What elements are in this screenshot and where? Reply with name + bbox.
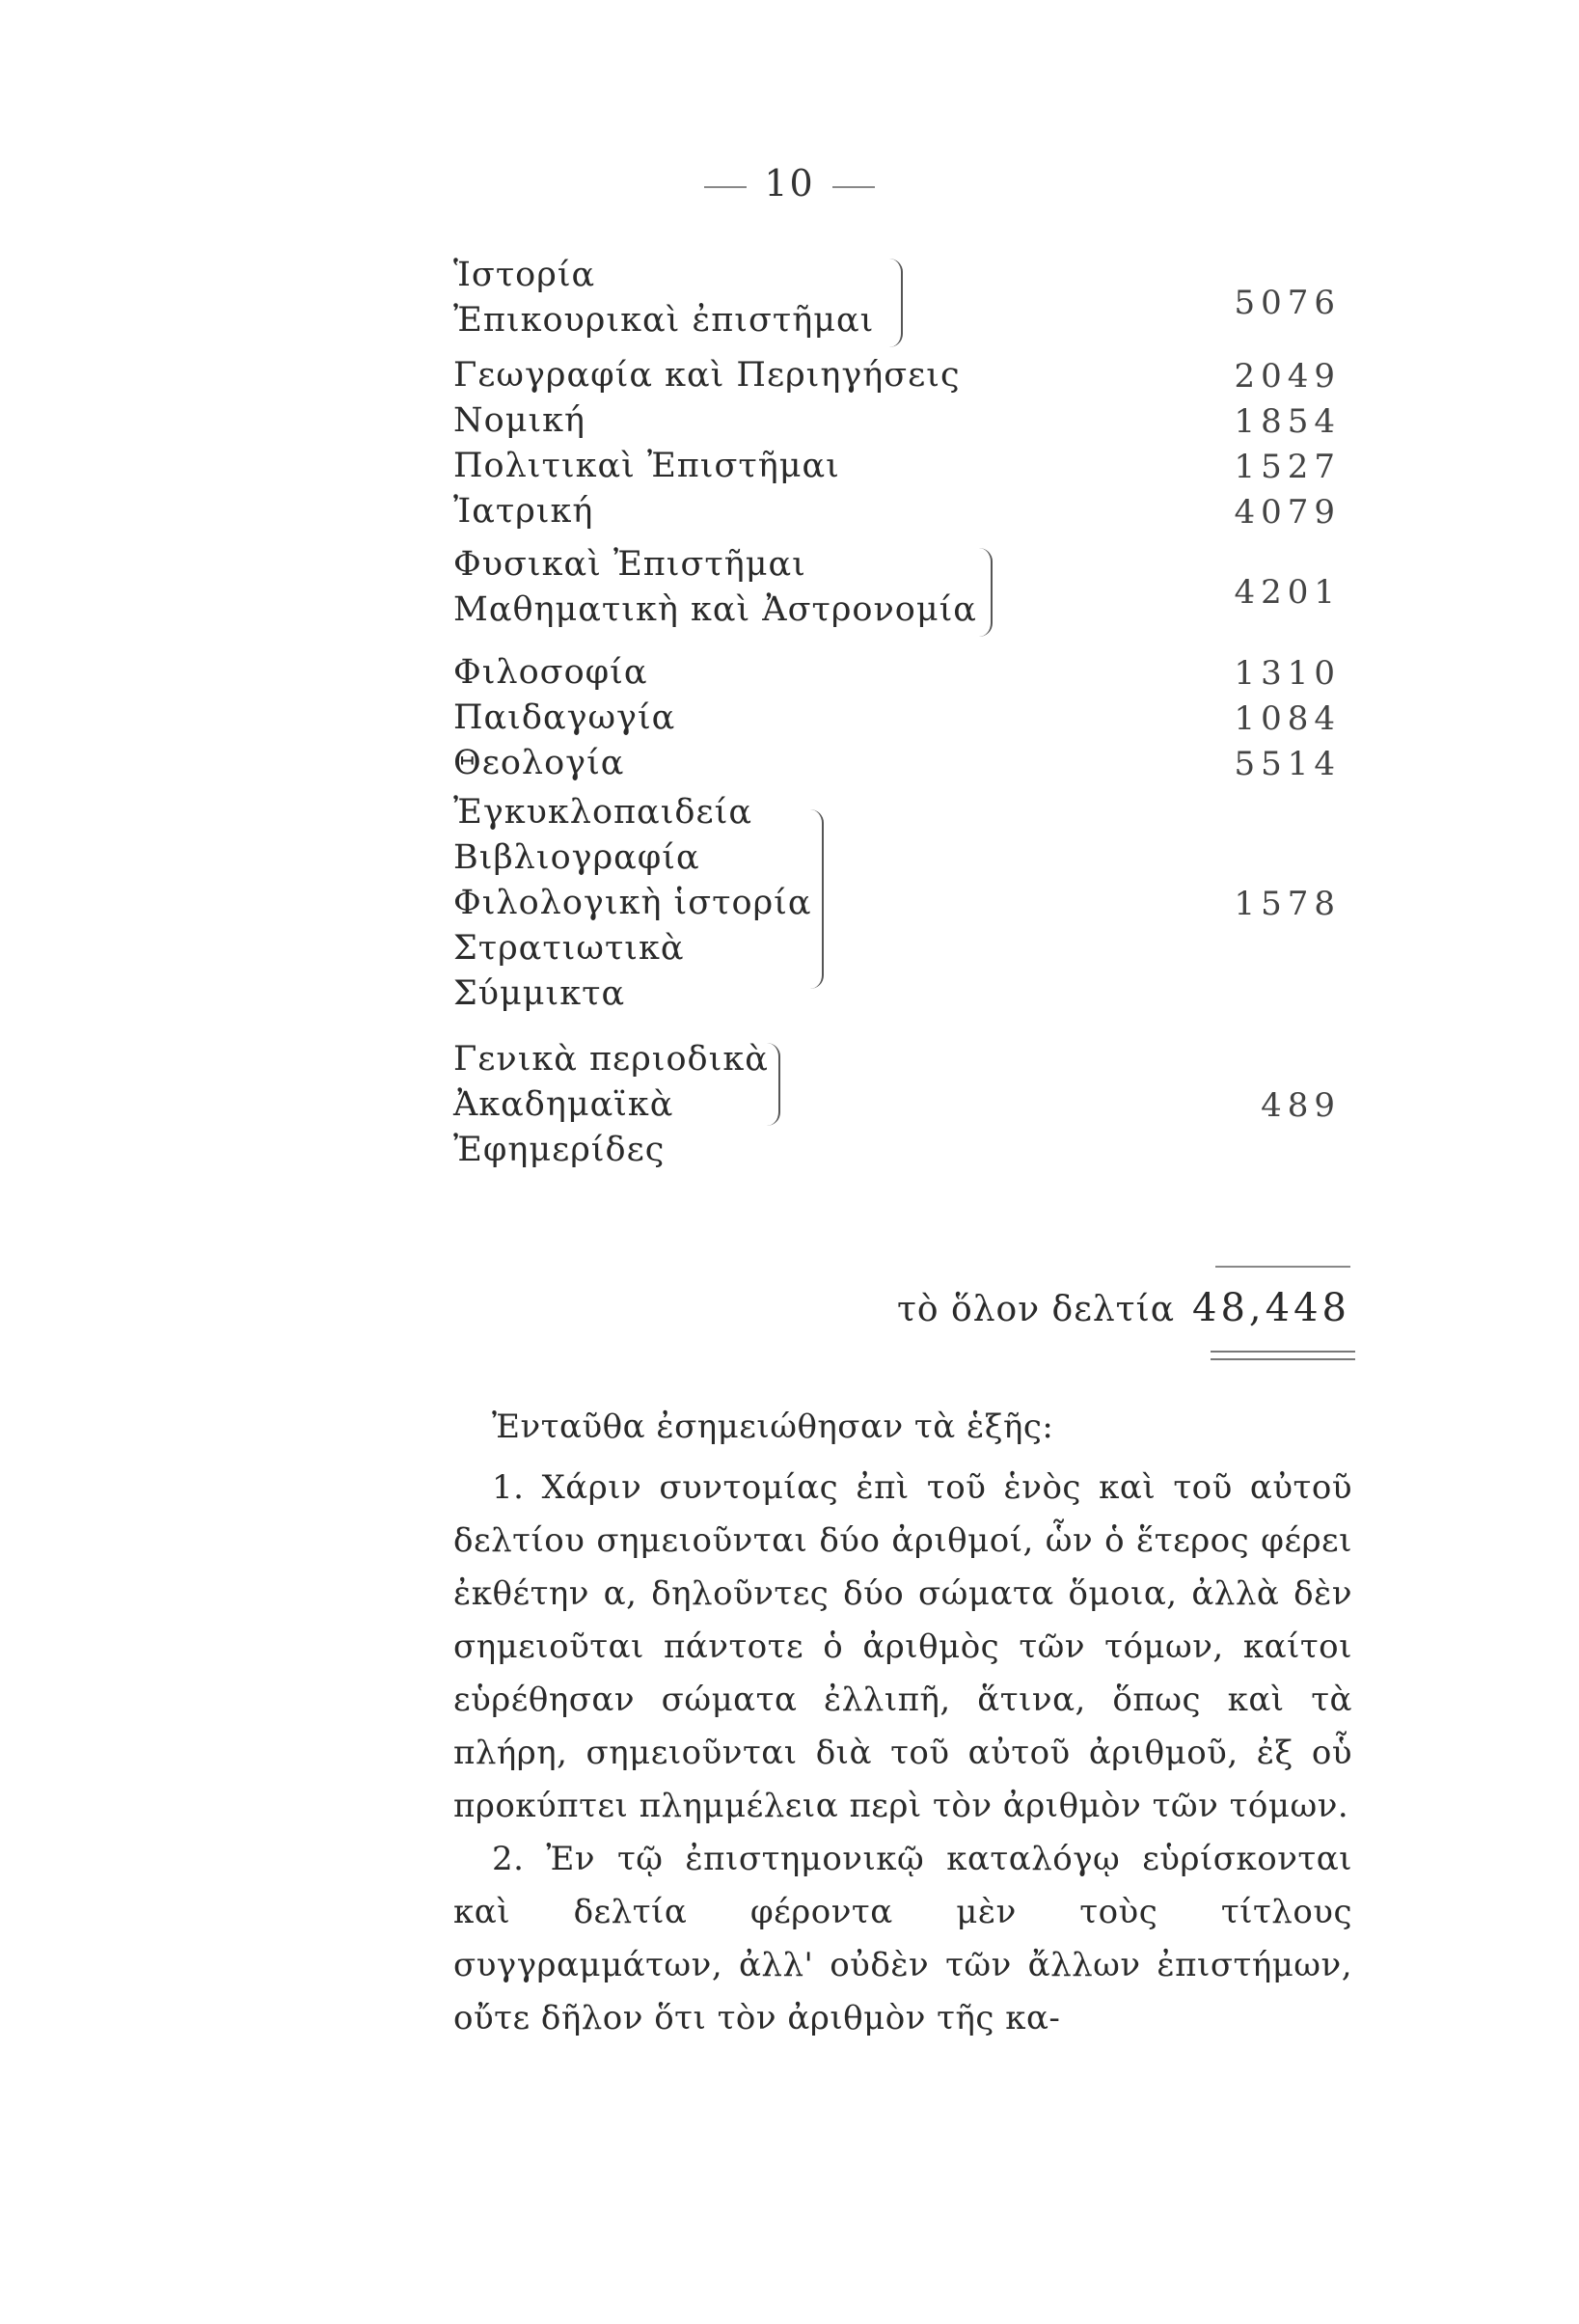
brace xyxy=(889,259,903,347)
page-number-dash-left xyxy=(704,186,747,188)
category-count: 5514 xyxy=(1234,744,1341,783)
category-label: Ἐγκυκλοπαιδεία xyxy=(453,793,752,832)
double-rule-top xyxy=(1211,1351,1355,1353)
category-label: Γεωγραφία καὶ Περιηγήσεις xyxy=(453,356,961,395)
category-label: Ἱστορία xyxy=(453,256,596,294)
paragraph: 1. Χάριν συντομίας ἐπὶ τοῦ ἑνὸς καὶ τοῦ αὐτοῦ δελτίου σημειοῦνται δύο ἀριθμοί, ὧν ὁ ἕτερος φέρει ἐκθέτην α, δηλοῦντες δύο σώματα ὅμοια, ἀλλὰ δὲν σημειοῦται πάντοτε ὁ ἀριθμὸς τῶν τόμων, καίτοι εὑρέθησαν σώματα ἐλλιπῆ, ἅτινα, ὅπως καὶ τὰ πλήρη, σημειοῦνται διὰ τοῦ αὐτοῦ ἀριθμοῦ, ἐξ οὗ προκύπτει πλημμέλεια περὶ τὸν ἀριθμὸν τῶν τόμων. xyxy=(453,1468,1352,1825)
brace xyxy=(810,809,824,989)
category-label: Παιδαγωγία xyxy=(453,698,676,737)
category-count: 1084 xyxy=(1234,698,1341,738)
category-count: 1578 xyxy=(1234,885,1341,923)
category-count: 1854 xyxy=(1234,401,1341,441)
category-label: Φιλολογικὴ ἱστορία xyxy=(453,884,812,922)
page-number: 10 xyxy=(0,162,1579,205)
total-label: τὸ ὅλον δελτία xyxy=(897,1290,1176,1329)
category-label: Νομική xyxy=(453,401,586,440)
category-group xyxy=(453,353,1370,398)
category-group xyxy=(453,741,1370,786)
category-group xyxy=(453,542,1370,643)
category-group xyxy=(453,398,1370,444)
category-label: Στρατιωτικὰ xyxy=(453,929,685,968)
category-label: Ἐφημερίδες xyxy=(453,1131,666,1169)
brace xyxy=(979,548,993,637)
category-count: 1527 xyxy=(1234,447,1341,486)
paragraph: 2. Ἐν τῷ ἐπιστημονικῷ καταλόγῳ εὑρίσκονται καὶ δελτία φέροντα μὲν τοὺς τίτλους συγγραμμάτων, ἀλλ' οὐδὲν τῶν ἄλλων ἐπιστήμων, οὔτε δῆλον ὅτι τὸν ἀριθμὸν τῆς κα- xyxy=(453,1840,1352,2037)
category-label: Μαθηματικὴ καὶ Ἀστρονομία xyxy=(453,590,977,629)
brace xyxy=(767,1043,780,1126)
category-group xyxy=(453,696,1370,741)
category-count: 1310 xyxy=(1234,653,1341,693)
category-label: Ἰατρική xyxy=(453,492,594,531)
category-label: Φυσικαὶ Ἐπιστῆμαι xyxy=(453,545,806,584)
category-label: Ἐπικουρικαὶ ἐπιστῆμαι xyxy=(453,301,875,340)
category-table xyxy=(453,253,1370,1174)
category-count: 2049 xyxy=(1234,356,1341,396)
category-label: Σύμμικτα xyxy=(453,974,626,1013)
category-count: 4079 xyxy=(1234,492,1341,532)
total-value: 48,448 xyxy=(1192,1286,1350,1330)
category-label: Φιλοσοφία xyxy=(453,653,648,692)
category-group xyxy=(453,790,1370,1018)
category-count: 4201 xyxy=(1234,573,1341,612)
category-label: Ἀκαδημαϊκὰ xyxy=(453,1085,674,1124)
category-group xyxy=(453,489,1370,534)
page-number-dash-right xyxy=(832,186,875,188)
category-label: Γενικὰ περιοδικὰ xyxy=(453,1040,769,1079)
category-label: Θεολογία xyxy=(453,744,625,782)
sum-rule xyxy=(1215,1266,1350,1268)
category-count: 5076 xyxy=(1234,284,1341,322)
category-count: 489 xyxy=(1261,1086,1341,1125)
double-rule-bottom xyxy=(1211,1358,1355,1360)
category-group xyxy=(453,444,1370,489)
intro-line: Ἐνταῦθα ἐσημειώθησαν τὰ ἑξῆς: xyxy=(492,1408,1054,1446)
category-label: Βιβλιογραφία xyxy=(453,838,700,877)
total-row xyxy=(868,1286,1350,1330)
category-group xyxy=(453,253,1370,353)
category-group xyxy=(453,1037,1370,1174)
body-text xyxy=(453,1389,1352,2045)
category-label: Πολιτικαὶ Ἐπιστῆμαι xyxy=(453,447,840,485)
category-group xyxy=(453,650,1370,696)
